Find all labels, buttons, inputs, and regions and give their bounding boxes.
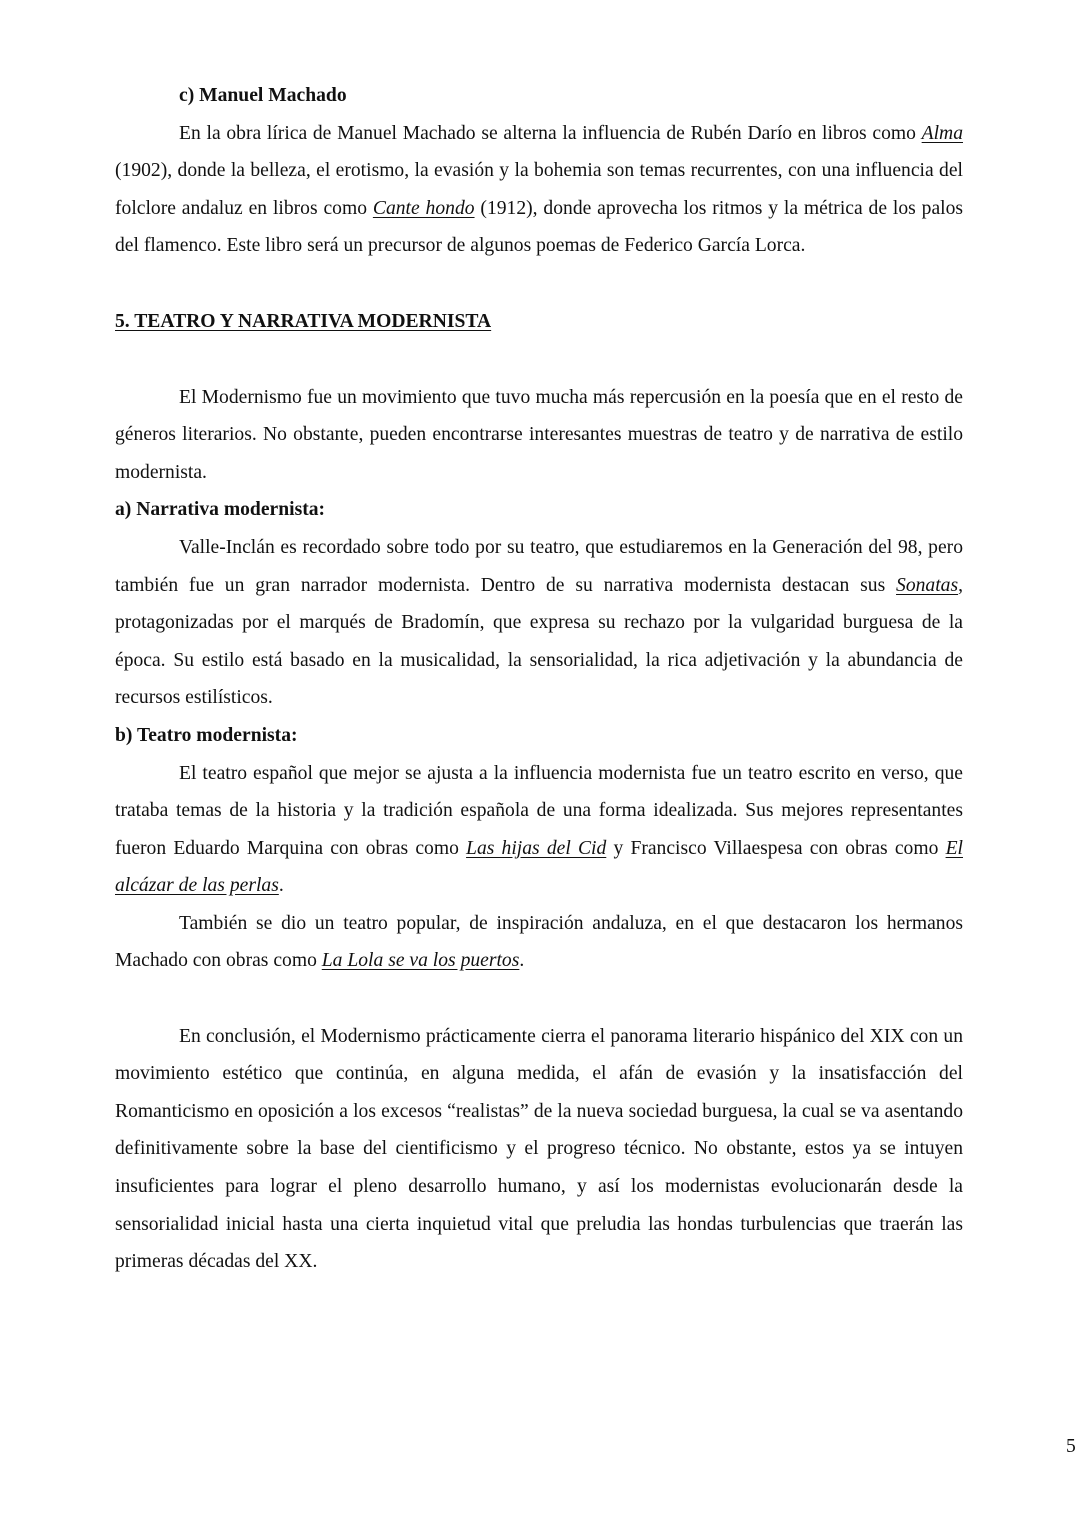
document-page [115, 77, 963, 1281]
text-span: (1902), donde la belleza, el erotismo, la evasión y la bohemia son temas recurrentes, con una influencia del folclore andaluz en libros como [115, 160, 963, 219]
work-title-alma: Alma [921, 122, 963, 144]
spacer [115, 341, 963, 379]
spacer [115, 265, 963, 303]
page-number: 5 [1066, 1436, 1076, 1457]
spacer [115, 980, 963, 1018]
work-title-sonatas: Sonatas [896, 574, 959, 596]
text-span: En la obra lírica de Manuel Machado se alterna la influencia de Rubén Darío en libros como [179, 122, 922, 144]
work-title-la-lola: La Lola se va los puertos [321, 950, 520, 972]
text-span: También se dio un teatro popular, de inspiración andaluza, en el que destacaron los hermanos Machado con obras como [115, 912, 963, 972]
work-title-el-alcazar-de-las-perlas: El alcázar de las perlas [115, 837, 963, 897]
text-span: y Francisco Villaespesa con obras como [606, 837, 946, 859]
text-span: . [278, 875, 284, 897]
paragraph-narrativa [115, 529, 963, 717]
paragraph-manuel-machado [115, 115, 963, 265]
paragraph-teatro-popular [115, 905, 963, 980]
text-span: El teatro español que mejor se ajusta a la influencia modernista fue un teatro escrito en verso, que trataba temas de la historia y la tradición española de una forma idealizada. Sus mejores representantes fueron Eduardo Marquina con obras como [115, 762, 963, 859]
text-span: Valle-Inclán es recordado sobre todo por su teatro, que estudiaremos en la Generación del 98, pero también fue un gran narrador modernista. Dentro de su narrativa modernista destacan sus [115, 536, 963, 596]
text-span: , protagonizadas por el marqués de Bradomín, que expresa su rechazo por la vulgaridad burguesa de la época. Su estilo está basado en la musicalidad, la sensorialidad, la rica adjetivación y la abundancia de recursos estilísticos. [115, 574, 963, 709]
subsection-heading-teatro: b) Teatro modernista: [115, 724, 298, 746]
subsection-heading-narrativa: a) Narrativa modernista: [115, 499, 326, 521]
work-title-cante-hondo: Cante hondo [372, 197, 475, 219]
paragraph-intro: El Modernismo fue un movimiento que tuvo mucha más repercusión en la poesía que en el resto de géneros literarios. No obstante, pueden encontrarse interesantes muestras de teatro y de narrativa de estilo modernista. [115, 386, 963, 483]
paragraph-teatro-verso [115, 755, 963, 905]
section-title: 5. TEATRO Y NARRATIVA MODERNISTA [115, 310, 492, 332]
subsection-heading-manuel-machado: c) Manuel Machado [179, 85, 347, 106]
text-span: (1912), donde aprovecha los ritmos y la métrica de los palos del flamenco. Este libro será un precursor de algunos poemas de Federico García Lorca. [115, 197, 964, 257]
work-title-las-hijas-del-cid: Las hijas del Cid [466, 837, 607, 859]
paragraph-conclusion: En conclusión, el Modernismo prácticamente cierra el panorama literario hispánico del XIX con un movimiento estético que continúa, en alguna medida, el afán de evasión y la insatisfacción del Romanticismo en oposición a los excesos “realistas” de la nueva sociedad burguesa, la cual se va asentando definitivamente sobre la base del cientificismo y el progreso técnico. No obstante, estos ya se intuyen insuficientes para lograr el pleno desarrollo humano, y así los modernistas evolucionarán desde la sensorialidad inicial hasta una cierta inquietud vital que preludia las hondas turbulencias que traerán las primeras décadas del XX. [115, 1025, 963, 1273]
text-span: . [519, 950, 525, 972]
